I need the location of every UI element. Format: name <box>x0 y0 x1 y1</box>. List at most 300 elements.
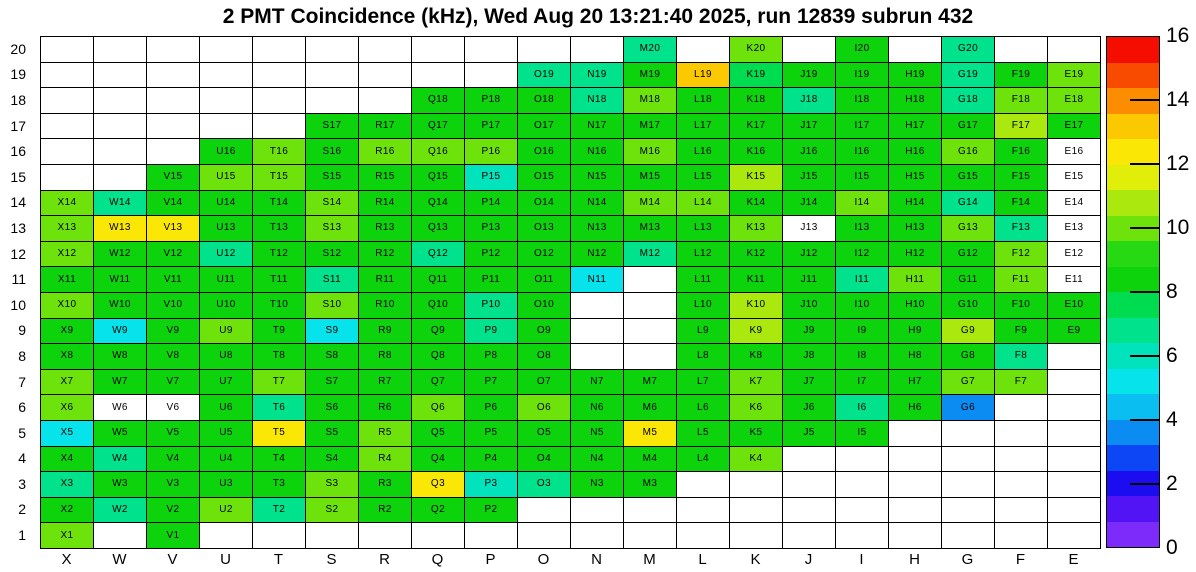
heatmap-cell-K5 <box>730 421 783 447</box>
heatmap-cell-N7 <box>571 370 624 396</box>
cell-label: T15 <box>269 171 289 183</box>
heatmap-cell-N17 <box>571 114 624 140</box>
cell-label: P5 <box>484 427 498 439</box>
cell-label: F7 <box>1014 376 1028 388</box>
cell-label: X10 <box>57 299 77 311</box>
cell-label: V4 <box>166 452 180 464</box>
cell-label: V9 <box>166 324 180 336</box>
cell-label: J12 <box>800 248 818 260</box>
heatmap-cell-K19 <box>730 63 783 89</box>
heatmap-cell-V14 <box>147 191 200 217</box>
heatmap-cell-empty <box>359 88 412 114</box>
heatmap-cell-E9 <box>1048 319 1101 345</box>
cell-label: N3 <box>590 478 604 490</box>
cell-label: K8 <box>749 350 763 362</box>
cell-label: T5 <box>272 427 286 439</box>
colorbar-band <box>1107 165 1159 191</box>
cell-label: Q4 <box>430 452 446 464</box>
cell-label: P17 <box>481 120 501 132</box>
heatmap-cell-empty <box>253 523 306 549</box>
heatmap-cell-empty <box>889 447 942 473</box>
heatmap-cell-M20 <box>624 37 677 63</box>
heatmap-cell-X1 <box>41 523 94 549</box>
y-axis-label-20: 20 <box>10 40 26 57</box>
heatmap-cell-I10 <box>836 293 889 319</box>
cell-label: Q11 <box>428 273 448 285</box>
colorbar-tick <box>1130 483 1160 485</box>
heatmap-cell-H16 <box>889 139 942 165</box>
colorbar-tick-label-12: 12 <box>1166 152 1190 175</box>
heatmap-cell-W14 <box>94 191 147 217</box>
cell-label: N6 <box>590 401 604 413</box>
colorbar-band <box>1107 445 1159 471</box>
heatmap-cell-V15 <box>147 165 200 191</box>
heatmap-cell-X8 <box>41 344 94 370</box>
cell-label: V3 <box>166 478 180 490</box>
heatmap-cell-O4 <box>518 447 571 473</box>
heatmap-cell-N12 <box>571 242 624 268</box>
heatmap-cell-F19 <box>995 63 1048 89</box>
heatmap-cell-P13 <box>465 216 518 242</box>
heatmap-cell-W5 <box>94 421 147 447</box>
heatmap-cell-S12 <box>306 242 359 268</box>
heatmap-cell-O8 <box>518 344 571 370</box>
heatmap-cell-X10 <box>41 293 94 319</box>
heatmap-cell-S8 <box>306 344 359 370</box>
cell-label: G15 <box>957 171 979 183</box>
cell-label: P18 <box>481 94 501 106</box>
heatmap-cell-V3 <box>147 472 200 498</box>
heatmap-cell-N15 <box>571 165 624 191</box>
colorbar-tick-label-0: 0 <box>1166 536 1178 559</box>
heatmap-cell-Q10 <box>412 293 465 319</box>
cell-label: L13 <box>694 222 712 234</box>
heatmap-cell-W12 <box>94 242 147 268</box>
heatmap-cell-F11 <box>995 267 1048 293</box>
heatmap-cell-O19 <box>518 63 571 89</box>
heatmap-cell-W3 <box>94 472 147 498</box>
cell-label: K13 <box>746 222 766 234</box>
heatmap-cell-O6 <box>518 395 571 421</box>
cell-label: X9 <box>60 324 74 336</box>
heatmap-cell-E15 <box>1048 165 1101 191</box>
cell-label: I6 <box>857 401 867 413</box>
heatmap-cell-O9 <box>518 319 571 345</box>
cell-label: U3 <box>219 478 233 490</box>
heatmap-cell-empty <box>1048 498 1101 524</box>
y-axis <box>0 36 34 548</box>
heatmap-cell-P6 <box>465 395 518 421</box>
cell-label: G19 <box>957 68 979 80</box>
heatmap-cell-E19 <box>1048 63 1101 89</box>
heatmap-cell-J11 <box>783 267 836 293</box>
cell-label: N12 <box>587 248 607 260</box>
y-axis-label-1: 1 <box>18 527 26 544</box>
cell-label: I11 <box>854 273 870 285</box>
heatmap-cell-S6 <box>306 395 359 421</box>
heatmap-cell-X9 <box>41 319 94 345</box>
heatmap-cell-I14 <box>836 191 889 217</box>
colorbar-tick-label-10: 10 <box>1166 216 1190 239</box>
heatmap-cell-L18 <box>677 88 730 114</box>
colorbar-band <box>1107 267 1159 293</box>
heatmap-cell-empty <box>253 63 306 89</box>
heatmap-cell-empty <box>730 498 783 524</box>
cell-label: G14 <box>957 196 979 208</box>
cell-label: V12 <box>163 248 183 260</box>
heatmap-cell-M16 <box>624 139 677 165</box>
cell-label: H12 <box>905 248 925 260</box>
heatmap-cell-J7 <box>783 370 836 396</box>
heatmap-cell-empty <box>783 523 836 549</box>
cell-label: R5 <box>378 427 392 439</box>
colorbar-band <box>1107 292 1159 318</box>
cell-label: J19 <box>800 68 818 80</box>
cell-label: N5 <box>590 427 604 439</box>
heatmap-cell-O15 <box>518 165 571 191</box>
heatmap-cell-R6 <box>359 395 412 421</box>
heatmap-cell-H15 <box>889 165 942 191</box>
cell-label: X8 <box>60 350 74 362</box>
cell-label: Q6 <box>430 401 446 413</box>
colorbar-band <box>1107 318 1159 344</box>
cell-label: E9 <box>1067 324 1081 336</box>
heatmap-cell-X6 <box>41 395 94 421</box>
heatmap-cell-W4 <box>94 447 147 473</box>
cell-label: I16 <box>854 145 870 157</box>
heatmap-cell-Q13 <box>412 216 465 242</box>
heatmap-cell-empty <box>995 472 1048 498</box>
cell-label: V8 <box>166 350 180 362</box>
chart-title: 2 PMT Coincidence (kHz), Wed Aug 20 13:21:40 2025, run 12839 subrun 432 <box>222 5 974 28</box>
heatmap-cell-J19 <box>783 63 836 89</box>
heatmap-cell-empty <box>94 88 147 114</box>
cell-label: S12 <box>322 248 342 260</box>
cell-label: G20 <box>957 43 979 55</box>
heatmap-cell-S15 <box>306 165 359 191</box>
cell-label: N4 <box>590 452 604 464</box>
heatmap-cell-K8 <box>730 344 783 370</box>
y-axis-label-16: 16 <box>10 143 26 160</box>
heatmap-cell-L5 <box>677 421 730 447</box>
cell-label: O9 <box>536 324 552 336</box>
heatmap-cell-empty <box>624 344 677 370</box>
heatmap-cell-G16 <box>942 139 995 165</box>
cell-label: R3 <box>378 478 392 490</box>
cell-label: V5 <box>166 427 180 439</box>
heatmap-cell-V8 <box>147 344 200 370</box>
heatmap-cell-S9 <box>306 319 359 345</box>
heatmap-cell-empty <box>147 114 200 140</box>
cell-label: M19 <box>639 68 661 80</box>
heatmap-cell-K9 <box>730 319 783 345</box>
heatmap-cell-I16 <box>836 139 889 165</box>
cell-label: T6 <box>272 401 286 413</box>
cell-label: L17 <box>694 120 712 132</box>
heatmap-cell-T7 <box>253 370 306 396</box>
heatmap-cell-V4 <box>147 447 200 473</box>
cell-label: S9 <box>325 324 339 336</box>
heatmap-cell-empty <box>836 498 889 524</box>
heatmap-cell-G20 <box>942 37 995 63</box>
heatmap-cell-V5 <box>147 421 200 447</box>
cell-label: O19 <box>533 68 555 80</box>
heatmap-cell-empty <box>889 37 942 63</box>
heatmap-cell-R4 <box>359 447 412 473</box>
cell-label: I20 <box>854 43 870 55</box>
cell-label: J15 <box>800 171 818 183</box>
cell-label: L16 <box>694 145 712 157</box>
heatmap-cell-O5 <box>518 421 571 447</box>
cell-label: P10 <box>481 299 501 311</box>
heatmap-cell-empty <box>624 498 677 524</box>
cell-label: S3 <box>325 478 339 490</box>
y-axis-label-12: 12 <box>10 245 26 262</box>
heatmap-cell-L8 <box>677 344 730 370</box>
cell-label: Q17 <box>427 120 449 132</box>
cell-label: V10 <box>163 299 183 311</box>
heatmap-cell-T12 <box>253 242 306 268</box>
cell-label: S5 <box>325 427 339 439</box>
x-axis-label-L: L <box>698 551 707 568</box>
cell-label: F15 <box>1011 171 1031 183</box>
colorbar-tick-label-2: 2 <box>1166 472 1178 495</box>
cell-label: R7 <box>378 376 392 388</box>
x-axis-label-R: R <box>379 551 390 568</box>
heatmap-cell-M14 <box>624 191 677 217</box>
heatmap-cell-empty <box>94 523 147 549</box>
heatmap-cell-empty <box>412 63 465 89</box>
heatmap-cell-G6 <box>942 395 995 421</box>
heatmap-cell-J9 <box>783 319 836 345</box>
cell-label: U14 <box>216 196 236 208</box>
heatmap-cell-P4 <box>465 447 518 473</box>
cell-label: O16 <box>533 145 555 157</box>
cell-label: L14 <box>694 196 712 208</box>
cell-label: G9 <box>960 324 976 336</box>
heatmap-cell-I19 <box>836 63 889 89</box>
heatmap-cell-U13 <box>200 216 253 242</box>
heatmap-cell-Q8 <box>412 344 465 370</box>
heatmap-cell-P15 <box>465 165 518 191</box>
heatmap-cell-U3 <box>200 472 253 498</box>
colorbar-tick <box>1130 227 1160 229</box>
cell-label: J13 <box>800 222 818 234</box>
cell-label: X3 <box>60 478 74 490</box>
cell-label: S11 <box>322 273 342 285</box>
heatmap-cell-P16 <box>465 139 518 165</box>
heatmap-cell-empty <box>518 498 571 524</box>
heatmap-cell-J10 <box>783 293 836 319</box>
heatmap-cell-I13 <box>836 216 889 242</box>
cell-label: K10 <box>746 299 766 311</box>
heatmap-cell-G17 <box>942 114 995 140</box>
cell-label: L19 <box>694 68 712 80</box>
heatmap-cell-K14 <box>730 191 783 217</box>
cell-label: U9 <box>219 324 233 336</box>
heatmap-cell-H11 <box>889 267 942 293</box>
cell-label: R9 <box>378 324 392 336</box>
cell-label: P13 <box>481 222 501 234</box>
cell-label: W5 <box>112 427 128 439</box>
cell-label: I9 <box>857 324 867 336</box>
cell-label: I12 <box>854 248 870 260</box>
heatmap-cell-P14 <box>465 191 518 217</box>
cell-label: V7 <box>166 376 180 388</box>
cell-label: M13 <box>639 222 661 234</box>
x-axis-label-Q: Q <box>431 551 444 568</box>
cell-label: I17 <box>854 120 870 132</box>
heatmap-cell-U11 <box>200 267 253 293</box>
heatmap-cell-T10 <box>253 293 306 319</box>
heatmap-cell-F12 <box>995 242 1048 268</box>
heatmap-cell-G13 <box>942 216 995 242</box>
heatmap-cell-empty <box>1048 421 1101 447</box>
heatmap-cell-empty <box>995 498 1048 524</box>
heatmap-cell-empty <box>465 63 518 89</box>
cell-label: O10 <box>533 299 555 311</box>
cell-label: V2 <box>166 504 180 516</box>
heatmap-cell-empty <box>1048 395 1101 421</box>
cell-label: M20 <box>639 43 661 55</box>
cell-label: Q7 <box>430 376 446 388</box>
heatmap-cell-V6 <box>147 395 200 421</box>
cell-label: M7 <box>642 376 658 388</box>
heatmap-cell-M3 <box>624 472 677 498</box>
heatmap-cell-P11 <box>465 267 518 293</box>
heatmap-cell-empty <box>41 165 94 191</box>
cell-label: O18 <box>533 94 555 106</box>
heatmap-cell-V13 <box>147 216 200 242</box>
y-axis-label-10: 10 <box>10 296 26 313</box>
y-axis-label-15: 15 <box>10 168 26 185</box>
cell-label: R10 <box>375 299 395 311</box>
heatmap-cell-K16 <box>730 139 783 165</box>
heatmap-cell-J6 <box>783 395 836 421</box>
colorbar-band <box>1107 394 1159 420</box>
cell-label: K15 <box>746 171 766 183</box>
cell-label: I10 <box>854 299 870 311</box>
heatmap-cell-empty <box>995 447 1048 473</box>
cell-label: U12 <box>216 248 236 260</box>
heatmap-cell-J18 <box>783 88 836 114</box>
heatmap-cell-O13 <box>518 216 571 242</box>
heatmap-cell-K18 <box>730 88 783 114</box>
heatmap-cell-W13 <box>94 216 147 242</box>
heatmap-cell-empty <box>571 37 624 63</box>
y-axis-label-4: 4 <box>18 450 26 467</box>
cell-label: F10 <box>1011 299 1031 311</box>
cell-label: T3 <box>272 478 286 490</box>
cell-label: Q13 <box>427 222 449 234</box>
cell-label: J18 <box>800 94 818 106</box>
cell-label: U5 <box>219 427 233 439</box>
heatmap-cell-empty <box>571 293 624 319</box>
heatmap-cell-I12 <box>836 242 889 268</box>
y-axis-label-11: 11 <box>11 271 26 288</box>
cell-label: X6 <box>60 401 74 413</box>
cell-label: J10 <box>800 299 818 311</box>
heatmap-cell-O18 <box>518 88 571 114</box>
heatmap-cell-S4 <box>306 447 359 473</box>
heatmap-cell-empty <box>889 472 942 498</box>
heatmap-cell-Q3 <box>412 472 465 498</box>
cell-label: V15 <box>163 171 183 183</box>
heatmap-cell-F16 <box>995 139 1048 165</box>
colorbar-tick <box>1130 99 1160 101</box>
cell-label: G16 <box>957 145 979 157</box>
x-axis-label-S: S <box>326 551 337 568</box>
heatmap-cell-S2 <box>306 498 359 524</box>
cell-label: U2 <box>219 504 233 516</box>
heatmap-cell-E10 <box>1048 293 1101 319</box>
cell-label: X2 <box>60 504 74 516</box>
cell-label: K9 <box>749 324 763 336</box>
heatmap-cell-empty <box>783 447 836 473</box>
heatmap-cell-J17 <box>783 114 836 140</box>
cell-label: O3 <box>536 478 552 490</box>
cell-label: U16 <box>216 145 236 157</box>
heatmap-cell-S13 <box>306 216 359 242</box>
cell-label: O17 <box>533 120 555 132</box>
heatmap-cell-M19 <box>624 63 677 89</box>
cell-label: E14 <box>1064 196 1084 208</box>
cell-label: N7 <box>590 376 604 388</box>
heatmap-cell-L9 <box>677 319 730 345</box>
heatmap-cell-G7 <box>942 370 995 396</box>
cell-label: F11 <box>1012 273 1030 285</box>
cell-label: X14 <box>57 196 77 208</box>
heatmap-cell-U16 <box>200 139 253 165</box>
cell-label: S7 <box>325 376 339 388</box>
heatmap-cell-G18 <box>942 88 995 114</box>
cell-label: T11 <box>270 273 288 285</box>
heatmap-cell-empty <box>624 293 677 319</box>
cell-label: K11 <box>746 273 766 285</box>
heatmap-cell-F17 <box>995 114 1048 140</box>
colorbar-tick-label-8: 8 <box>1166 280 1178 303</box>
heatmap-cell-J8 <box>783 344 836 370</box>
cell-label: E15 <box>1064 171 1084 183</box>
cell-label: L4 <box>697 452 709 464</box>
colorbar-tick-label-16: 16 <box>1166 24 1190 47</box>
cell-label: J9 <box>803 324 815 336</box>
heatmap-cell-H18 <box>889 88 942 114</box>
heatmap-cell-T16 <box>253 139 306 165</box>
cell-label: W7 <box>112 376 128 388</box>
y-axis-label-7: 7 <box>18 373 26 390</box>
cell-label: E13 <box>1064 222 1084 234</box>
heatmap-cell-H6 <box>889 395 942 421</box>
cell-label: I19 <box>854 68 870 80</box>
cell-label: Q14 <box>427 196 449 208</box>
cell-label: L5 <box>697 427 709 439</box>
cell-label: O15 <box>533 171 555 183</box>
heatmap-cell-X14 <box>41 191 94 217</box>
heatmap-cell-T6 <box>253 395 306 421</box>
cell-label: P16 <box>481 145 501 157</box>
heatmap-cell-G12 <box>942 242 995 268</box>
heatmap-cell-S17 <box>306 114 359 140</box>
cell-label: P15 <box>481 171 501 183</box>
cell-label: H7 <box>908 376 922 388</box>
cell-label: R12 <box>375 248 395 260</box>
x-axis-label-E: E <box>1068 551 1079 568</box>
heatmap-cell-X2 <box>41 498 94 524</box>
heatmap-cell-empty <box>200 63 253 89</box>
heatmap-cell-empty <box>147 37 200 63</box>
heatmap-cell-empty <box>942 523 995 549</box>
